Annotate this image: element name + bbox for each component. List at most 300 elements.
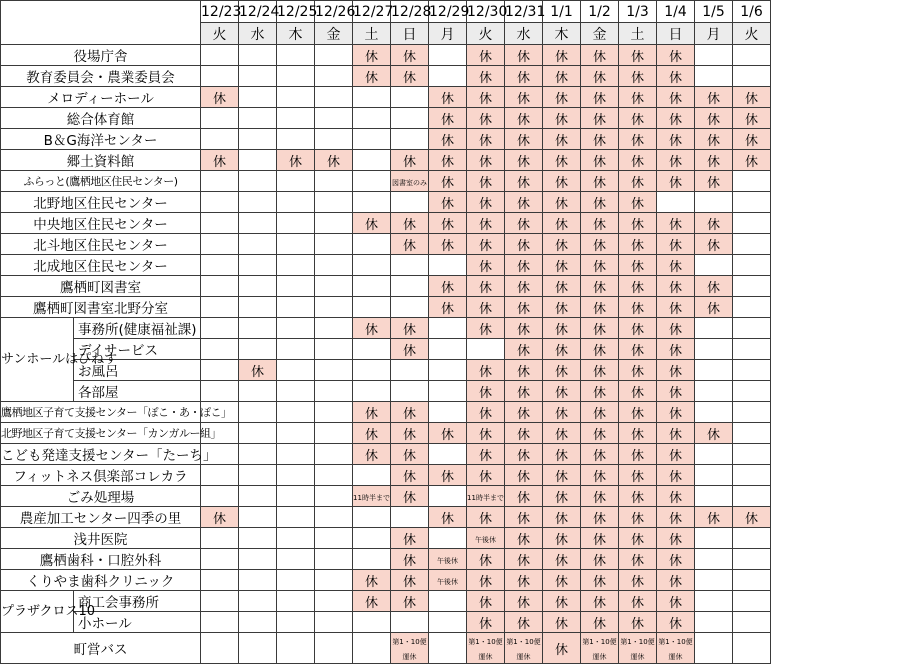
status-cell (619, 129, 657, 150)
status-cell (429, 486, 467, 507)
status-cell (619, 402, 657, 423)
closed-mark: 休 (516, 364, 530, 380)
status-cell (429, 108, 467, 129)
status-cell (619, 108, 657, 129)
status-cell (467, 276, 505, 297)
status-cell (429, 129, 467, 150)
status-cell (505, 465, 543, 486)
facility-name: ふらっと(鷹栖地区住民センター) (1, 171, 201, 192)
schedule-row (1, 444, 771, 465)
schedule-row (1, 318, 771, 339)
status-cell (429, 297, 467, 318)
closed-mark: 休 (630, 490, 644, 506)
header-weekday-row (1, 23, 771, 45)
status-cell (657, 402, 695, 423)
closed-mark: 休 (554, 642, 568, 658)
weekday-header: 土 (619, 23, 657, 45)
facility-name: 鷹栖町図書室 (1, 276, 201, 297)
status-cell (201, 108, 239, 129)
status-cell (239, 318, 277, 339)
status-cell (581, 507, 619, 528)
closed-mark: 休 (706, 238, 720, 254)
status-cell (239, 507, 277, 528)
closed-mark: 休 (668, 616, 682, 632)
schedule-row (1, 339, 771, 360)
facility-name: 北野地区住民センター (1, 192, 201, 213)
status-cell (619, 360, 657, 381)
date-header: 12/23 (201, 1, 239, 23)
status-cell (467, 465, 505, 486)
closed-mark: 休 (250, 364, 264, 380)
status-cell (201, 339, 239, 360)
status-cell (277, 45, 315, 66)
status-cell (353, 66, 391, 87)
closed-mark: 休 (630, 196, 644, 212)
partial-note: 午後休 (437, 556, 458, 565)
status-cell (315, 276, 353, 297)
partial-note: 第1・10便運休 (392, 638, 427, 661)
status-cell (467, 633, 505, 664)
status-cell (353, 465, 391, 486)
facility-name: 総合体育館 (1, 108, 201, 129)
closed-mark: 休 (592, 280, 606, 296)
closed-mark: 休 (592, 511, 606, 527)
status-cell (543, 507, 581, 528)
closed-mark: 休 (744, 511, 758, 527)
closed-mark: 休 (516, 427, 530, 443)
status-cell (581, 570, 619, 591)
status-cell (505, 507, 543, 528)
facility-name: お風呂 (74, 360, 201, 381)
status-cell (353, 171, 391, 192)
status-cell (657, 66, 695, 87)
status-cell (467, 318, 505, 339)
closed-mark: 休 (516, 280, 530, 296)
status-cell (619, 171, 657, 192)
closed-mark: 休 (478, 406, 492, 422)
closed-mark: 休 (554, 217, 568, 233)
status-cell (695, 45, 733, 66)
status-cell (619, 318, 657, 339)
closed-mark: 休 (516, 259, 530, 275)
status-cell (733, 108, 771, 129)
status-cell (543, 612, 581, 633)
closed-mark: 休 (554, 532, 568, 548)
closed-mark: 休 (706, 175, 720, 191)
status-cell (239, 255, 277, 276)
date-header: 12/28 (391, 1, 429, 23)
status-cell (581, 318, 619, 339)
status-cell (581, 549, 619, 570)
status-cell (467, 297, 505, 318)
closed-mark: 休 (478, 238, 492, 254)
date-header: 1/4 (657, 1, 695, 23)
status-cell (657, 486, 695, 507)
date-header: 12/30 (467, 1, 505, 23)
status-cell (619, 66, 657, 87)
status-cell (429, 570, 467, 591)
closed-mark: 休 (326, 154, 340, 170)
status-cell (581, 360, 619, 381)
status-cell (581, 66, 619, 87)
status-cell (543, 549, 581, 570)
status-cell (543, 297, 581, 318)
status-cell (695, 318, 733, 339)
status-cell (353, 318, 391, 339)
header-corner (1, 23, 201, 45)
status-cell (239, 423, 277, 444)
date-header: 1/5 (695, 1, 733, 23)
status-cell (201, 549, 239, 570)
weekday-header: 土 (353, 23, 391, 45)
closed-mark: 休 (554, 343, 568, 359)
partial-note: 図書室のみ (392, 178, 427, 187)
status-cell (505, 339, 543, 360)
status-cell (315, 360, 353, 381)
facility-name: 中央地区住民センター (1, 213, 201, 234)
status-cell (505, 402, 543, 423)
status-cell (619, 213, 657, 234)
closed-mark: 休 (630, 49, 644, 65)
status-cell (657, 381, 695, 402)
closed-mark: 休 (554, 595, 568, 611)
closed-mark: 休 (364, 217, 378, 233)
status-cell (315, 591, 353, 612)
status-cell (581, 255, 619, 276)
status-cell (353, 339, 391, 360)
status-cell (277, 213, 315, 234)
closed-mark: 休 (592, 259, 606, 275)
closed-mark: 休 (592, 91, 606, 107)
status-cell (429, 276, 467, 297)
schedule-row (1, 591, 771, 612)
status-cell (657, 444, 695, 465)
status-cell (505, 45, 543, 66)
closed-mark: 休 (706, 154, 720, 170)
status-cell (429, 171, 467, 192)
status-cell (619, 633, 657, 664)
status-cell (543, 591, 581, 612)
closed-mark: 休 (516, 574, 530, 590)
status-cell (543, 87, 581, 108)
schedule-row (1, 633, 771, 664)
status-cell (391, 150, 429, 171)
weekday-header: 日 (391, 23, 429, 45)
status-cell (201, 528, 239, 549)
closed-mark: 休 (478, 385, 492, 401)
status-cell (581, 297, 619, 318)
closed-mark: 休 (402, 448, 416, 464)
status-cell (277, 528, 315, 549)
closed-mark: 休 (706, 133, 720, 149)
status-cell (733, 276, 771, 297)
closed-mark: 休 (440, 301, 454, 317)
status-cell (467, 507, 505, 528)
schedule-row (1, 45, 771, 66)
closed-mark: 休 (668, 385, 682, 401)
schedule-row (1, 234, 771, 255)
facility-name: 郷土資料館 (1, 150, 201, 171)
closed-mark: 休 (592, 154, 606, 170)
closed-mark: 休 (554, 511, 568, 527)
status-cell (581, 444, 619, 465)
status-cell (315, 444, 353, 465)
closed-mark: 休 (478, 574, 492, 590)
status-cell (733, 129, 771, 150)
closed-mark: 休 (554, 616, 568, 632)
status-cell (619, 87, 657, 108)
status-cell (733, 339, 771, 360)
closed-mark: 休 (592, 364, 606, 380)
closed-mark: 休 (554, 448, 568, 464)
status-cell (695, 549, 733, 570)
status-cell (315, 255, 353, 276)
closed-mark: 休 (440, 175, 454, 191)
facility-name: B＆G海洋センター (1, 129, 201, 150)
closed-mark: 休 (478, 553, 492, 569)
status-cell (277, 633, 315, 664)
closed-mark: 休 (706, 217, 720, 233)
closed-mark: 休 (364, 448, 378, 464)
status-cell (201, 297, 239, 318)
status-cell (619, 339, 657, 360)
closed-mark: 休 (516, 175, 530, 191)
status-cell (581, 423, 619, 444)
status-cell (315, 465, 353, 486)
status-cell (467, 570, 505, 591)
closed-mark: 休 (630, 238, 644, 254)
facility-name: 商工会事務所 (74, 591, 201, 612)
status-cell (239, 402, 277, 423)
date-header: 1/3 (619, 1, 657, 23)
status-cell (695, 570, 733, 591)
closed-mark: 休 (516, 49, 530, 65)
status-cell (619, 465, 657, 486)
status-cell (657, 108, 695, 129)
status-cell (201, 255, 239, 276)
closed-mark: 休 (402, 238, 416, 254)
status-cell (353, 87, 391, 108)
status-cell (581, 108, 619, 129)
closed-mark: 休 (554, 154, 568, 170)
closed-mark: 休 (554, 196, 568, 212)
closed-mark: 休 (516, 385, 530, 401)
facility-name: こども発達支援センター「たーち」 (1, 444, 201, 465)
closed-mark: 休 (516, 154, 530, 170)
closed-mark: 休 (668, 406, 682, 422)
status-cell (353, 381, 391, 402)
closed-mark: 休 (402, 427, 416, 443)
status-cell (277, 423, 315, 444)
status-cell (467, 444, 505, 465)
schedule-row (1, 423, 771, 444)
status-cell (391, 192, 429, 213)
status-cell (429, 360, 467, 381)
schedule-row (1, 171, 771, 192)
closed-mark: 休 (592, 616, 606, 632)
closed-mark: 休 (478, 595, 492, 611)
status-cell (505, 360, 543, 381)
status-cell (315, 423, 353, 444)
status-cell (543, 381, 581, 402)
closed-mark: 休 (516, 217, 530, 233)
closed-mark: 休 (364, 406, 378, 422)
status-cell (657, 45, 695, 66)
status-cell (581, 486, 619, 507)
status-cell (391, 402, 429, 423)
closed-mark: 休 (440, 196, 454, 212)
closed-mark: 休 (478, 91, 492, 107)
status-cell (429, 381, 467, 402)
closed-mark: 休 (744, 112, 758, 128)
closed-mark: 休 (592, 322, 606, 338)
status-cell (391, 549, 429, 570)
status-cell (239, 276, 277, 297)
status-cell (733, 402, 771, 423)
closed-mark: 休 (478, 469, 492, 485)
closed-mark: 休 (744, 133, 758, 149)
status-cell (657, 171, 695, 192)
status-cell (391, 444, 429, 465)
closed-mark: 休 (516, 532, 530, 548)
status-cell (581, 234, 619, 255)
closed-mark: 休 (440, 280, 454, 296)
status-cell (277, 486, 315, 507)
status-cell (695, 402, 733, 423)
status-cell (429, 549, 467, 570)
status-cell (277, 465, 315, 486)
status-cell (201, 150, 239, 171)
status-cell (543, 192, 581, 213)
closed-mark: 休 (706, 280, 720, 296)
status-cell (353, 255, 391, 276)
closed-mark: 休 (402, 343, 416, 359)
status-cell (391, 318, 429, 339)
status-cell (429, 318, 467, 339)
closed-mark: 休 (478, 175, 492, 191)
closed-mark: 休 (402, 553, 416, 569)
status-cell (657, 234, 695, 255)
closed-mark: 休 (212, 511, 226, 527)
status-cell (277, 297, 315, 318)
closed-mark: 休 (554, 133, 568, 149)
closed-mark: 休 (668, 553, 682, 569)
partial-note: 第1・10便運休 (658, 638, 693, 661)
closed-mark: 休 (668, 322, 682, 338)
facility-name: 鷹栖歯科・口腔外科 (1, 549, 201, 570)
status-cell (619, 150, 657, 171)
status-cell (315, 570, 353, 591)
status-cell (505, 276, 543, 297)
status-cell (315, 129, 353, 150)
status-cell (657, 633, 695, 664)
closed-mark: 休 (554, 301, 568, 317)
status-cell (543, 129, 581, 150)
facility-name: 鷹栖地区子育て支援センター「ぽこ・あ・ぽこ」 (1, 402, 201, 423)
facility-name: 鷹栖町図書室北野分室 (1, 297, 201, 318)
status-cell (543, 360, 581, 381)
status-cell (733, 66, 771, 87)
status-cell (201, 381, 239, 402)
status-cell (733, 507, 771, 528)
status-cell (695, 234, 733, 255)
status-cell (201, 45, 239, 66)
status-cell (733, 570, 771, 591)
status-cell (391, 507, 429, 528)
status-cell (733, 381, 771, 402)
status-cell (277, 444, 315, 465)
status-cell (353, 549, 391, 570)
status-cell (391, 423, 429, 444)
closed-mark: 休 (668, 364, 682, 380)
status-cell (505, 171, 543, 192)
schedule-row (1, 192, 771, 213)
status-cell (239, 87, 277, 108)
status-cell (353, 297, 391, 318)
facility-name: くりやま歯科クリニック (1, 570, 201, 591)
closed-mark: 休 (554, 91, 568, 107)
status-cell (277, 87, 315, 108)
status-cell (619, 507, 657, 528)
status-cell (505, 213, 543, 234)
status-cell (657, 87, 695, 108)
closed-mark: 休 (668, 280, 682, 296)
weekday-header: 水 (505, 23, 543, 45)
status-cell (353, 192, 391, 213)
closed-mark: 休 (364, 70, 378, 86)
status-cell (353, 108, 391, 129)
closed-mark: 休 (516, 112, 530, 128)
status-cell (391, 381, 429, 402)
status-cell (277, 108, 315, 129)
status-cell (353, 276, 391, 297)
status-cell (239, 633, 277, 664)
status-cell (277, 171, 315, 192)
status-cell (695, 171, 733, 192)
status-cell (733, 423, 771, 444)
status-cell (505, 381, 543, 402)
status-cell (201, 171, 239, 192)
facility-name: 役場庁舎 (1, 45, 201, 66)
status-cell (391, 486, 429, 507)
status-cell (657, 276, 695, 297)
status-cell (277, 402, 315, 423)
weekday-header: 木 (543, 23, 581, 45)
status-cell (733, 465, 771, 486)
status-cell (315, 192, 353, 213)
closed-mark: 休 (630, 343, 644, 359)
status-cell (429, 213, 467, 234)
status-cell (543, 171, 581, 192)
status-cell (201, 465, 239, 486)
status-cell (657, 549, 695, 570)
closed-mark: 休 (440, 427, 454, 443)
status-cell (505, 423, 543, 444)
status-cell (391, 297, 429, 318)
closed-mark: 休 (592, 196, 606, 212)
status-cell (239, 108, 277, 129)
status-cell (467, 255, 505, 276)
status-cell (543, 255, 581, 276)
status-cell (695, 108, 733, 129)
status-cell (429, 150, 467, 171)
closed-mark: 休 (592, 70, 606, 86)
status-cell (429, 192, 467, 213)
status-cell (543, 570, 581, 591)
date-header: 12/29 (429, 1, 467, 23)
schedule-row (1, 276, 771, 297)
closed-mark: 休 (592, 112, 606, 128)
